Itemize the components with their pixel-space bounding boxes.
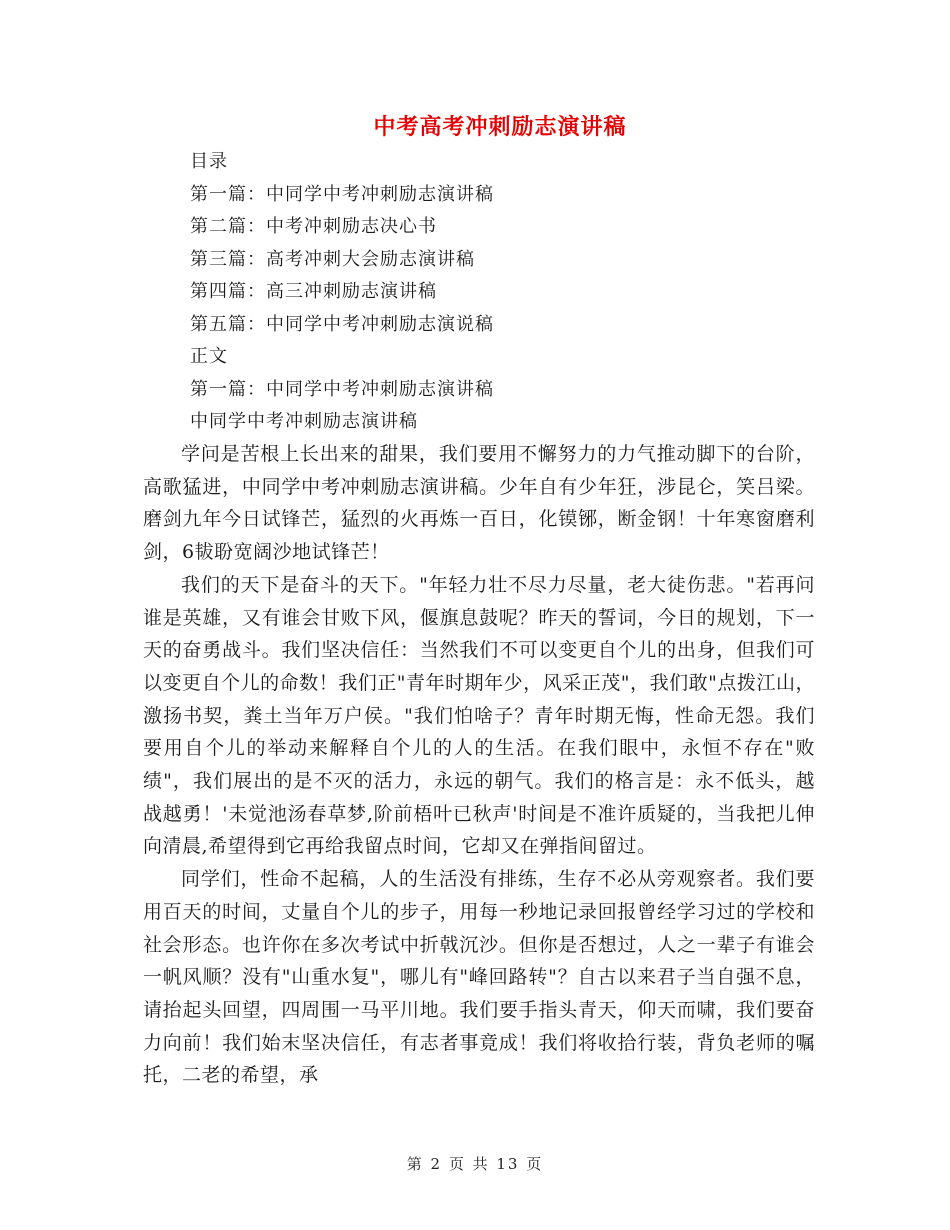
toc-heading: 目录 — [190, 151, 228, 172]
body-heading: 正文 — [190, 346, 228, 367]
section-subtitle: 中同学中考冲刺励志演讲稿 — [190, 411, 418, 432]
body-text — [143, 438, 815, 1092]
toc-item: 第一篇：中同学中考冲刺励志演讲稿 — [190, 183, 494, 205]
toc-item: 第四篇：高三冲刺励志演讲稿 — [190, 281, 437, 302]
toc-item: 第五篇：中同学中考冲刺励志演说稿 — [190, 313, 494, 335]
paragraph: 我们的天下是奋斗的天下。"年轻力壮不尽力尽量，老大徒伤悲。"若再问谁是英雄，又有谁会甘败下风，偃旗息鼓呢？昨天的誓词，今日的规划，下一天的奋勇战斗。我们坚决信任：当然我们不可以变更自个儿的出身，但我们可以变更自个儿的命数！我们正"青年时期年少，风采正茂"，我们敢"点拨江山，激扬书契，粪土当年万户侯。"我们怕啥子？青年时期无悔，性命无怨。我们要用自个儿的举动来解释自个儿的人的生活。在我们眼中，永恒不存在"败绩"，我们展出的是不灭的活力，永远的朝气。我们的格言是：永不低头，越战越勇！'未觉池汤春草梦,阶前梧叶已秋声'时间是不准许质疑的，当我把儿伸向清晨,希望得到它再给我留点时间，它却又在弹指间留过。 — [143, 573, 815, 858]
page-footer: 第 2 页 共 13 页 — [406, 1155, 544, 1173]
paragraph: 学问是苦根上长出来的甜果，我们要用不懈努力的力气推动脚下的台阶，高歌猛进，中同学中考冲刺励志演讲稿。少年自有少年狂，涉昆仑，笑吕梁。磨剑九年今日试锋芒，猛烈的火再炼一百日，化镆铘，断金钢！十年寒窗磨利剑，6韨聁宽阔沙地试锋芒！ — [143, 443, 815, 564]
paragraph: 同学们，性命不起稿，人的生活没有排练，生存不必从旁观察者。我们要用百天的时间，丈量自个儿的步子，用每一秒地记录回报曾经学习过的学校和社会形态。也许你在多次考试中折戟沉沙。但你是否想过，人之一辈子有谁会一帆风顺？没有"山重水复"，哪儿有"峰回路转"？自古以来君子当自强不息，请抬起头回望，四周围一马平川地。我们要手指头青天，仰天而啸，我们要奋力向前！我们始末坚决信任，有志者事竟成！我们将收拾行装，背负老师的嘱托，二老的希望，承 — [143, 868, 815, 1087]
document-title: 中考高考冲刺励志演讲稿 — [373, 115, 627, 140]
section-heading: 第一篇：中同学中考冲刺励志演讲稿 — [190, 378, 494, 400]
toc-item: 第三篇：高考冲刺大会励志演讲稿 — [190, 248, 475, 270]
toc-item: 第二篇：中考冲刺励志决心书 — [190, 216, 437, 237]
table-of-contents — [190, 146, 830, 439]
